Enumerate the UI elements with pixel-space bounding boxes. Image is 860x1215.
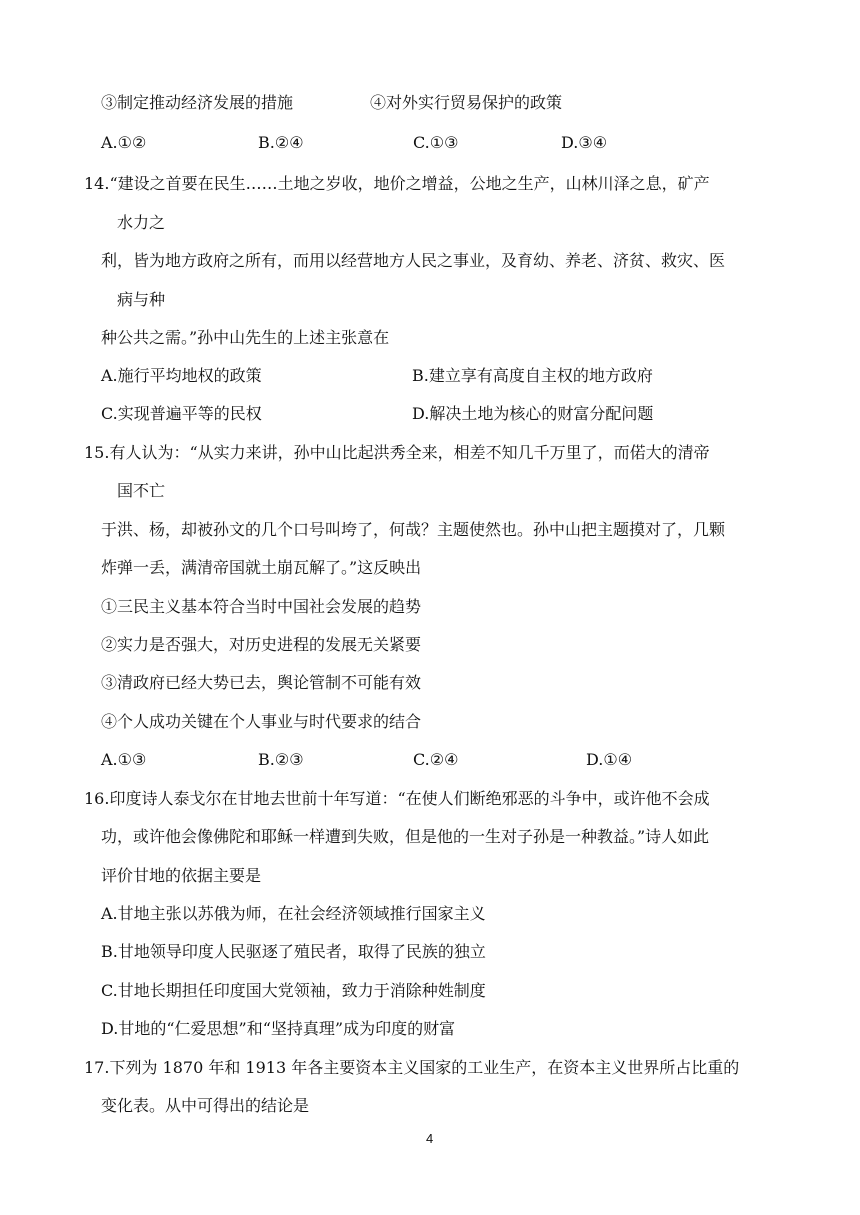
q17-stem-line-1: 17.下列为 1870 年和 1913 年各主要资本主义国家的工业生产，在资本主义世界所占比重的 bbox=[84, 1058, 740, 1077]
q16-option-a: A.甘地主张以苏俄为师，在社会经济领域推行国家主义 bbox=[101, 904, 486, 923]
q14-stem-line-4: 病与种 bbox=[117, 290, 166, 309]
q15-statement-2: ②实力是否强大，对历史进程的发展无关紧要 bbox=[101, 635, 422, 654]
q15-statement-3: ③清政府已经大势已去，舆论管制不可能有效 bbox=[101, 673, 422, 692]
q15-stem-line-3: 于洪、杨，却被孙文的几个口号叫垮了，何哉？主题使然也。孙中山把主题摸对了，几颗 bbox=[101, 520, 726, 539]
q14-stem-line-3: 利，皆为地方政府之所有，而用以经营地方人民之事业，及育幼、养老、济贫、救灾、医 bbox=[101, 251, 726, 270]
q15-option-d: D.①④ bbox=[586, 750, 633, 769]
q14-option-d: D.解决土地为核心的财富分配问题 bbox=[412, 404, 654, 423]
q17-stem-line-2: 变化表。从中可得出的结论是 bbox=[101, 1096, 310, 1115]
q15-option-b: B.②③ bbox=[258, 750, 304, 769]
q13-option-c: C.①③ bbox=[413, 133, 459, 152]
q16-option-b: B.甘地领导印度人民驱逐了殖民者，取得了民族的独立 bbox=[101, 942, 486, 961]
q14-stem-line-5: 种公共之需。”孙中山先生的上述主张意在 bbox=[101, 328, 390, 347]
q15-stem-line-1: 15.有人认为：“从实力来讲，孙中山比起洪秀全来，相差不知几千万里了，而偌大的清帝 bbox=[84, 443, 710, 462]
q14-stem-line-2: 水力之 bbox=[117, 213, 166, 232]
q14-option-b: B.建立享有高度自主权的地方政府 bbox=[412, 366, 653, 385]
q13-option-a: A.①② bbox=[101, 133, 147, 152]
q16-stem-line-3: 评价甘地的依据主要是 bbox=[101, 866, 262, 885]
q13-option-d: D.③④ bbox=[561, 133, 608, 152]
q15-statement-1: ①三民主义基本符合当时中国社会发展的趋势 bbox=[101, 597, 422, 616]
q15-statement-4: ④个人成功关键在个人事业与时代要求的结合 bbox=[101, 712, 422, 731]
q13-statement-3: ③制定推动经济发展的措施 bbox=[101, 93, 294, 112]
q14-stem-line-1: 14.“建设之首要在民生……土地之岁收，地价之增益，公地之生产，山林川泽之息，矿产 bbox=[84, 174, 710, 193]
page-number: 4 bbox=[426, 1131, 434, 1146]
q15-stem-line-2: 国不亡 bbox=[117, 481, 166, 500]
q15-option-c: C.②④ bbox=[413, 750, 459, 769]
q13-statement-4: ④对外实行贸易保护的政策 bbox=[370, 93, 563, 112]
q15-option-a: A.①③ bbox=[101, 750, 147, 769]
q15-stem-line-4: 炸弹一丢，满清帝国就土崩瓦解了。”这反映出 bbox=[101, 558, 422, 577]
q16-stem-line-2: 功，或许他会像佛陀和耶稣一样遭到失败，但是他的一生对子孙是一种教益。”诗人如此 bbox=[101, 827, 710, 846]
q16-option-d: D.甘地的“仁爱思想”和“坚持真理”成为印度的财富 bbox=[101, 1019, 456, 1038]
q13-option-b: B.②④ bbox=[258, 133, 304, 152]
q16-option-c: C.甘地长期担任印度国大党领袖，致力于消除种姓制度 bbox=[101, 981, 486, 1000]
q14-option-c: C.实现普遍平等的民权 bbox=[101, 404, 262, 423]
q14-option-a: A.施行平均地权的政策 bbox=[101, 366, 262, 385]
q16-stem-line-1: 16.印度诗人泰戈尔在甘地去世前十年写道：“在使人们断绝邪恶的斗争中，或许他不会成 bbox=[84, 789, 710, 808]
